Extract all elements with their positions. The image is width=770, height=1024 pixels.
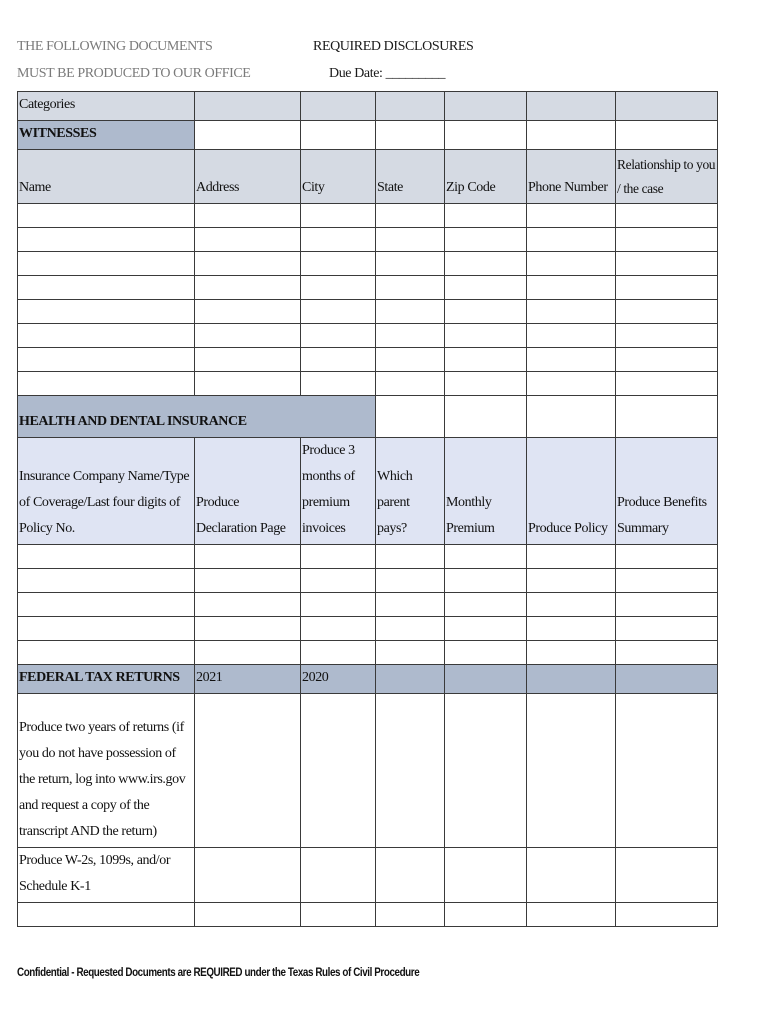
cell[interactable] bbox=[195, 372, 301, 396]
cell[interactable] bbox=[195, 694, 301, 848]
cell[interactable] bbox=[527, 569, 616, 593]
witness-row bbox=[18, 372, 718, 396]
col-zip: Zip Code bbox=[445, 150, 527, 204]
due-date: Due Date: _________ bbox=[329, 66, 446, 81]
cell[interactable] bbox=[445, 348, 527, 372]
cell[interactable] bbox=[301, 276, 376, 300]
cell[interactable] bbox=[445, 545, 527, 569]
cell[interactable] bbox=[527, 252, 616, 276]
cell[interactable] bbox=[301, 593, 376, 617]
cell[interactable] bbox=[445, 372, 527, 396]
cell[interactable] bbox=[616, 545, 718, 569]
cell[interactable] bbox=[301, 228, 376, 252]
col-address: Address bbox=[195, 150, 301, 204]
cell[interactable] bbox=[616, 300, 718, 324]
cell[interactable] bbox=[195, 569, 301, 593]
tax-instruction: Produce two years of returns (if you do not have possession of the return, log into www.irs.gov and request a copy of the transcript AND the return) bbox=[18, 694, 195, 848]
cell[interactable] bbox=[527, 228, 616, 252]
insurance-row bbox=[18, 593, 718, 617]
cell[interactable] bbox=[376, 848, 445, 903]
cell[interactable] bbox=[195, 617, 301, 641]
cell[interactable] bbox=[616, 348, 718, 372]
witness-row bbox=[18, 300, 718, 324]
cell[interactable] bbox=[445, 665, 527, 694]
tax-title-row bbox=[18, 665, 718, 694]
cell[interactable] bbox=[195, 641, 301, 665]
cell[interactable] bbox=[527, 300, 616, 324]
cell[interactable] bbox=[195, 903, 301, 927]
cell[interactable] bbox=[301, 694, 376, 848]
cell[interactable] bbox=[527, 641, 616, 665]
witnesses-header-row bbox=[18, 150, 718, 204]
cell[interactable] bbox=[18, 300, 195, 324]
w2-instruction: Produce W-2s, 1099s, and/or Schedule K-1 bbox=[18, 848, 195, 903]
cell[interactable] bbox=[195, 276, 301, 300]
cell[interactable] bbox=[376, 276, 445, 300]
cell[interactable] bbox=[445, 252, 527, 276]
tax-returns-row bbox=[18, 694, 718, 848]
cell[interactable] bbox=[376, 252, 445, 276]
categories-label: Categories bbox=[18, 92, 195, 121]
cell[interactable] bbox=[616, 276, 718, 300]
cell[interactable] bbox=[445, 276, 527, 300]
cell[interactable] bbox=[301, 372, 376, 396]
cell[interactable] bbox=[616, 641, 718, 665]
col-produce-policy: Produce Policy bbox=[527, 438, 616, 545]
cell[interactable] bbox=[18, 324, 195, 348]
cell[interactable] bbox=[18, 641, 195, 665]
col-premium-invoices: Produce 3 months of premium invoices bbox=[301, 438, 376, 545]
cell[interactable] bbox=[376, 569, 445, 593]
cell[interactable] bbox=[527, 121, 616, 150]
cell[interactable] bbox=[376, 348, 445, 372]
cell[interactable] bbox=[527, 276, 616, 300]
cell[interactable] bbox=[527, 545, 616, 569]
cell[interactable] bbox=[18, 348, 195, 372]
cell[interactable] bbox=[616, 252, 718, 276]
insurance-header-row bbox=[18, 438, 718, 545]
cell[interactable] bbox=[616, 593, 718, 617]
cell[interactable] bbox=[195, 848, 301, 903]
cell[interactable] bbox=[301, 300, 376, 324]
cell[interactable] bbox=[376, 665, 445, 694]
cell[interactable] bbox=[527, 204, 616, 228]
cell[interactable] bbox=[445, 848, 527, 903]
cell[interactable] bbox=[445, 228, 527, 252]
cell[interactable] bbox=[616, 92, 718, 121]
insurance-row bbox=[18, 641, 718, 665]
cell[interactable] bbox=[376, 903, 445, 927]
cell[interactable] bbox=[301, 252, 376, 276]
cell[interactable] bbox=[376, 545, 445, 569]
cell[interactable] bbox=[527, 324, 616, 348]
insurance-row bbox=[18, 545, 718, 569]
cell[interactable] bbox=[616, 694, 718, 848]
cell[interactable] bbox=[527, 593, 616, 617]
cell[interactable] bbox=[301, 324, 376, 348]
col-phone: Phone Number bbox=[527, 150, 616, 204]
col-name: Name bbox=[18, 150, 195, 204]
cell[interactable] bbox=[616, 204, 718, 228]
cell[interactable] bbox=[616, 396, 718, 438]
insurance-row bbox=[18, 617, 718, 641]
cell[interactable] bbox=[195, 92, 301, 121]
w2-row bbox=[18, 848, 718, 903]
cell[interactable] bbox=[376, 396, 445, 438]
cell[interactable] bbox=[376, 641, 445, 665]
cell[interactable] bbox=[445, 694, 527, 848]
col-city: City bbox=[301, 150, 376, 204]
cell[interactable] bbox=[301, 617, 376, 641]
cell[interactable] bbox=[195, 593, 301, 617]
cell[interactable] bbox=[527, 92, 616, 121]
cell[interactable] bbox=[301, 848, 376, 903]
cell[interactable] bbox=[376, 324, 445, 348]
witness-row bbox=[18, 348, 718, 372]
cell[interactable] bbox=[18, 545, 195, 569]
insurance-row bbox=[18, 569, 718, 593]
cell[interactable] bbox=[445, 569, 527, 593]
col-insurance-company: Insurance Company Name/Type of Coverage/Last four digits of Policy No. bbox=[18, 438, 195, 545]
cell[interactable] bbox=[616, 569, 718, 593]
cell[interactable] bbox=[195, 545, 301, 569]
cell[interactable] bbox=[616, 617, 718, 641]
cell[interactable] bbox=[616, 903, 718, 927]
cell[interactable] bbox=[195, 204, 301, 228]
cell[interactable] bbox=[445, 396, 527, 438]
witness-row bbox=[18, 324, 718, 348]
cell[interactable] bbox=[195, 300, 301, 324]
cell[interactable] bbox=[195, 324, 301, 348]
cell[interactable] bbox=[445, 324, 527, 348]
cell[interactable] bbox=[195, 252, 301, 276]
cell[interactable] bbox=[18, 372, 195, 396]
cell[interactable] bbox=[527, 694, 616, 848]
cell[interactable] bbox=[616, 848, 718, 903]
cell[interactable] bbox=[376, 228, 445, 252]
cell[interactable] bbox=[18, 903, 195, 927]
cell[interactable] bbox=[445, 641, 527, 665]
cell[interactable] bbox=[18, 569, 195, 593]
cell[interactable] bbox=[527, 848, 616, 903]
cell[interactable] bbox=[376, 300, 445, 324]
header-left-line2: MUST BE PRODUCED TO OUR OFFICE bbox=[17, 66, 251, 81]
cell[interactable] bbox=[527, 617, 616, 641]
cell[interactable] bbox=[616, 665, 718, 694]
col-which-parent: Which parent pays? bbox=[376, 438, 445, 545]
cell[interactable] bbox=[376, 694, 445, 848]
cell[interactable] bbox=[616, 324, 718, 348]
witness-row bbox=[18, 252, 718, 276]
cell[interactable] bbox=[195, 348, 301, 372]
confidential-footer: Confidential - Requested Documents are REQUIRED under the Texas Rules of Civil Procedure bbox=[17, 965, 420, 979]
cell[interactable] bbox=[18, 593, 195, 617]
cell[interactable] bbox=[376, 121, 445, 150]
cell[interactable] bbox=[301, 569, 376, 593]
cell[interactable] bbox=[301, 121, 376, 150]
cell[interactable] bbox=[301, 204, 376, 228]
col-relationship: Relationship to you / the case bbox=[616, 150, 718, 204]
col-benefits-summary: Produce Benefits Summary bbox=[616, 438, 718, 545]
cell[interactable] bbox=[445, 593, 527, 617]
cell[interactable] bbox=[445, 121, 527, 150]
cell[interactable] bbox=[616, 372, 718, 396]
cell[interactable] bbox=[301, 348, 376, 372]
cell[interactable] bbox=[18, 617, 195, 641]
disclosure-table bbox=[17, 91, 718, 927]
cell[interactable] bbox=[18, 204, 195, 228]
cell[interactable] bbox=[527, 372, 616, 396]
cell[interactable] bbox=[301, 641, 376, 665]
cell[interactable] bbox=[445, 204, 527, 228]
insurance-title: HEALTH AND DENTAL INSURANCE bbox=[18, 396, 376, 438]
cell[interactable] bbox=[616, 228, 718, 252]
witness-row bbox=[18, 204, 718, 228]
witnesses-title-row bbox=[18, 121, 718, 150]
cell[interactable] bbox=[301, 545, 376, 569]
col-declaration-page: Produce Declaration Page bbox=[195, 438, 301, 545]
cell[interactable] bbox=[376, 617, 445, 641]
col-monthly-premium: Monthly Premium bbox=[445, 438, 527, 545]
witness-row bbox=[18, 228, 718, 252]
page-title: REQUIRED DISCLOSURES bbox=[313, 39, 474, 54]
col-state: State bbox=[376, 150, 445, 204]
cell[interactable] bbox=[376, 593, 445, 617]
cell[interactable] bbox=[376, 372, 445, 396]
categories-row bbox=[18, 92, 718, 121]
cell[interactable] bbox=[527, 903, 616, 927]
tax-title: FEDERAL TAX RETURNS bbox=[18, 665, 195, 694]
cell[interactable] bbox=[18, 276, 195, 300]
cell[interactable] bbox=[376, 204, 445, 228]
tax-blank-row bbox=[18, 903, 718, 927]
cell[interactable] bbox=[445, 300, 527, 324]
tax-year-2021: 2021 bbox=[195, 665, 301, 694]
cell[interactable] bbox=[445, 92, 527, 121]
cell[interactable] bbox=[376, 92, 445, 121]
cell[interactable] bbox=[195, 121, 301, 150]
header-left-line1: THE FOLLOWING DOCUMENTS bbox=[17, 39, 213, 54]
cell[interactable] bbox=[301, 92, 376, 121]
cell[interactable] bbox=[616, 121, 718, 150]
cell[interactable] bbox=[527, 396, 616, 438]
cell[interactable] bbox=[195, 228, 301, 252]
tax-year-2020: 2020 bbox=[301, 665, 376, 694]
cell[interactable] bbox=[301, 903, 376, 927]
witness-row bbox=[18, 276, 718, 300]
cell[interactable] bbox=[527, 348, 616, 372]
cell[interactable] bbox=[445, 903, 527, 927]
insurance-title-row bbox=[18, 396, 718, 438]
cell[interactable] bbox=[18, 252, 195, 276]
cell[interactable] bbox=[18, 228, 195, 252]
witnesses-title: WITNESSES bbox=[18, 121, 195, 150]
cell[interactable] bbox=[445, 617, 527, 641]
cell[interactable] bbox=[527, 665, 616, 694]
